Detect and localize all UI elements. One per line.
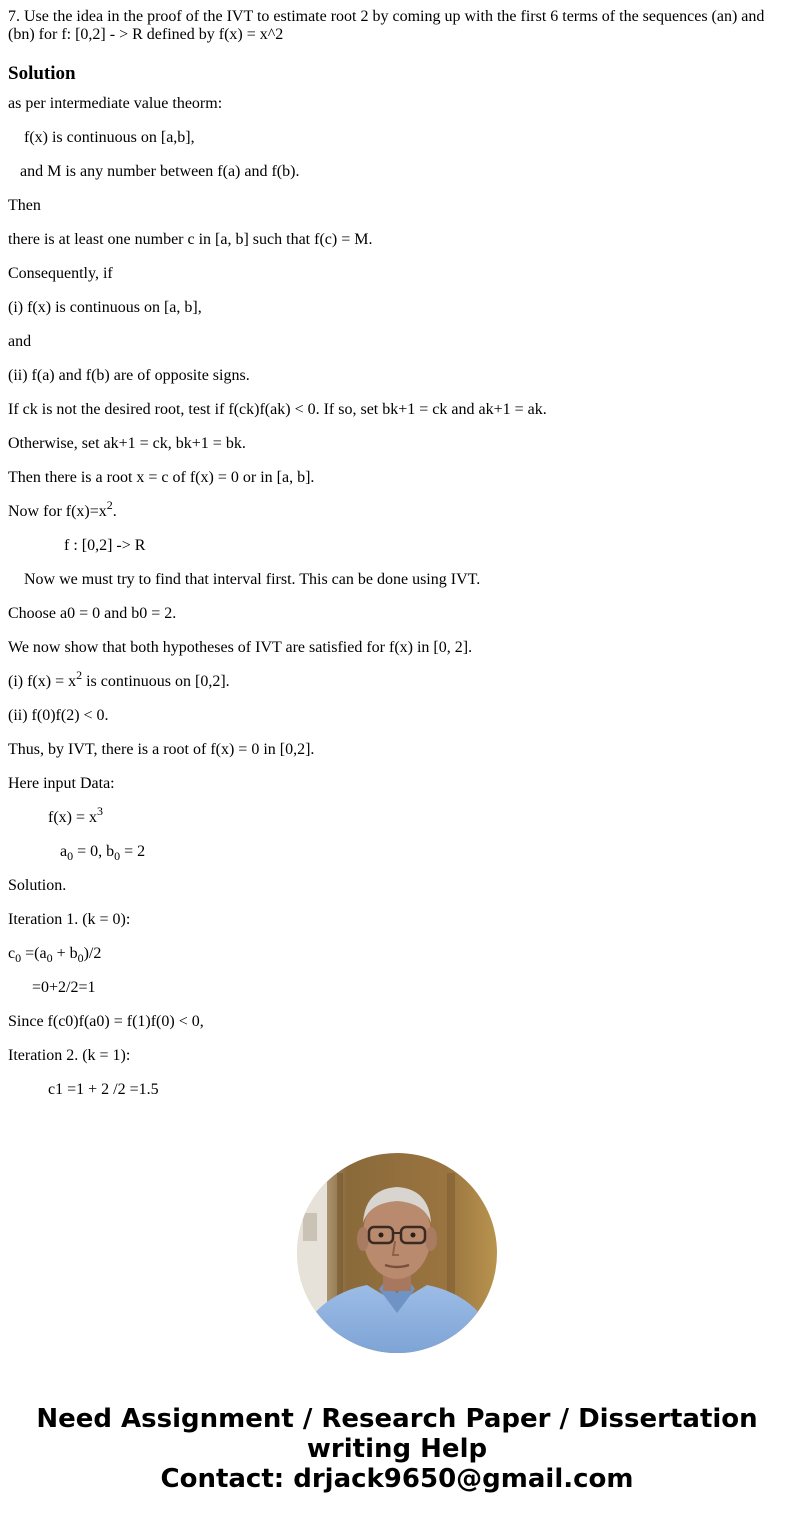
promo-line: writing Help	[306, 1434, 488, 1464]
text-line: there is at least one number c in [a, b] such that f(c) = M.	[8, 231, 373, 248]
text-fragment: )/2	[83, 945, 102, 962]
solution-body	[8, 95, 778, 1191]
text-line: (ii) f(a) and f(b) are of opposite signs.	[8, 367, 250, 384]
text-line: Choose a0 = 0 and b0 = 2.	[8, 605, 177, 622]
solution-heading: Solution	[8, 63, 76, 84]
subscript: 0	[77, 951, 84, 966]
superscript: 3	[97, 803, 104, 818]
text-line: (i) f(x) is continuous on [a, b],	[8, 299, 202, 316]
text-line: Since f(c0)f(a0) = f(1)f(0) < 0,	[8, 1013, 204, 1030]
text-line: We now show that both hypotheses of IVT are satisfied for f(x) in [0, 2].	[8, 639, 473, 656]
avatar	[297, 1153, 497, 1353]
text-line: Then	[8, 197, 41, 214]
subscript: 0	[114, 849, 121, 864]
text-line: Iteration 1. (k = 0):	[8, 911, 131, 928]
text-line: =0+2/2=1	[32, 979, 96, 996]
superscript: 2	[76, 667, 83, 682]
text-fragment: is continuous on [0,2].	[82, 673, 230, 690]
subscript: 0	[67, 849, 74, 864]
text-fragment: c	[8, 945, 16, 962]
promo-line: Need Assignment / Research Paper / Dissertation	[36, 1404, 758, 1434]
text-line: as per intermediate value theorm:	[8, 95, 223, 112]
subscript: 0	[15, 951, 22, 966]
text-line: Thus, by IVT, there is a root of f(x) = 0 in [0,2].	[8, 741, 315, 758]
text-line	[8, 843, 778, 864]
text-fragment: .	[112, 503, 117, 520]
text-line: Consequently, if	[8, 265, 113, 282]
text-line: and	[8, 333, 32, 350]
text-line: Otherwise, set ak+1 = ck, bk+1 = bk.	[8, 435, 246, 452]
text-fragment: a	[60, 843, 68, 860]
promo-banner	[0, 1404, 794, 1494]
text-line: Then there is a root x = c of f(x) = 0 or in [a, b].	[8, 469, 315, 486]
superscript: 2	[106, 497, 113, 512]
text-line: If ck is not the desired root, test if f(ck)f(ak) < 0. If so, set bk+1 = ck and ak+1 = ak.	[8, 401, 547, 418]
text-line: Here input Data:	[8, 775, 115, 792]
text-fragment: Now for f(x)=x	[8, 503, 107, 520]
text-line: f(x) is continuous on [a,b],	[24, 129, 195, 146]
text-line: and M is any number between f(a) and f(b).	[20, 163, 300, 180]
text-line	[8, 945, 778, 966]
person-portrait-icon	[297, 1153, 497, 1353]
text-line: c1 =1 + 2 /2 =1.5	[48, 1081, 159, 1098]
text-line	[8, 667, 778, 691]
text-line	[8, 803, 778, 827]
text-line: (ii) f(0)f(2) < 0.	[8, 707, 109, 724]
text-fragment: = 2	[120, 843, 146, 860]
text-line: Solution.	[8, 877, 67, 894]
text-fragment: f(x) = x	[48, 809, 98, 826]
text-fragment: =(a	[21, 945, 47, 962]
subscript: 0	[46, 951, 53, 966]
contact-line: Contact: drjack9650@gmail.com	[160, 1464, 634, 1494]
text-fragment: + b	[52, 945, 78, 962]
text-fragment: (i) f(x) = x	[8, 673, 77, 690]
text-fragment: = 0, b	[73, 843, 115, 860]
text-line	[8, 497, 778, 521]
document-page	[8, 8, 778, 1191]
text-line: f : [0,2] -> R	[64, 537, 146, 554]
question-text: 7. Use the idea in the proof of the IVT to estimate root 2 by coming up with the first 6 terms of the sequences (an) and (bn) for f: [0,2] - > R defined by f(x) = x^2	[8, 8, 765, 43]
text-line: Iteration 2. (k = 1):	[8, 1047, 131, 1064]
text-line: Now we must try to find that interval first. This can be done using IVT.	[24, 571, 481, 588]
